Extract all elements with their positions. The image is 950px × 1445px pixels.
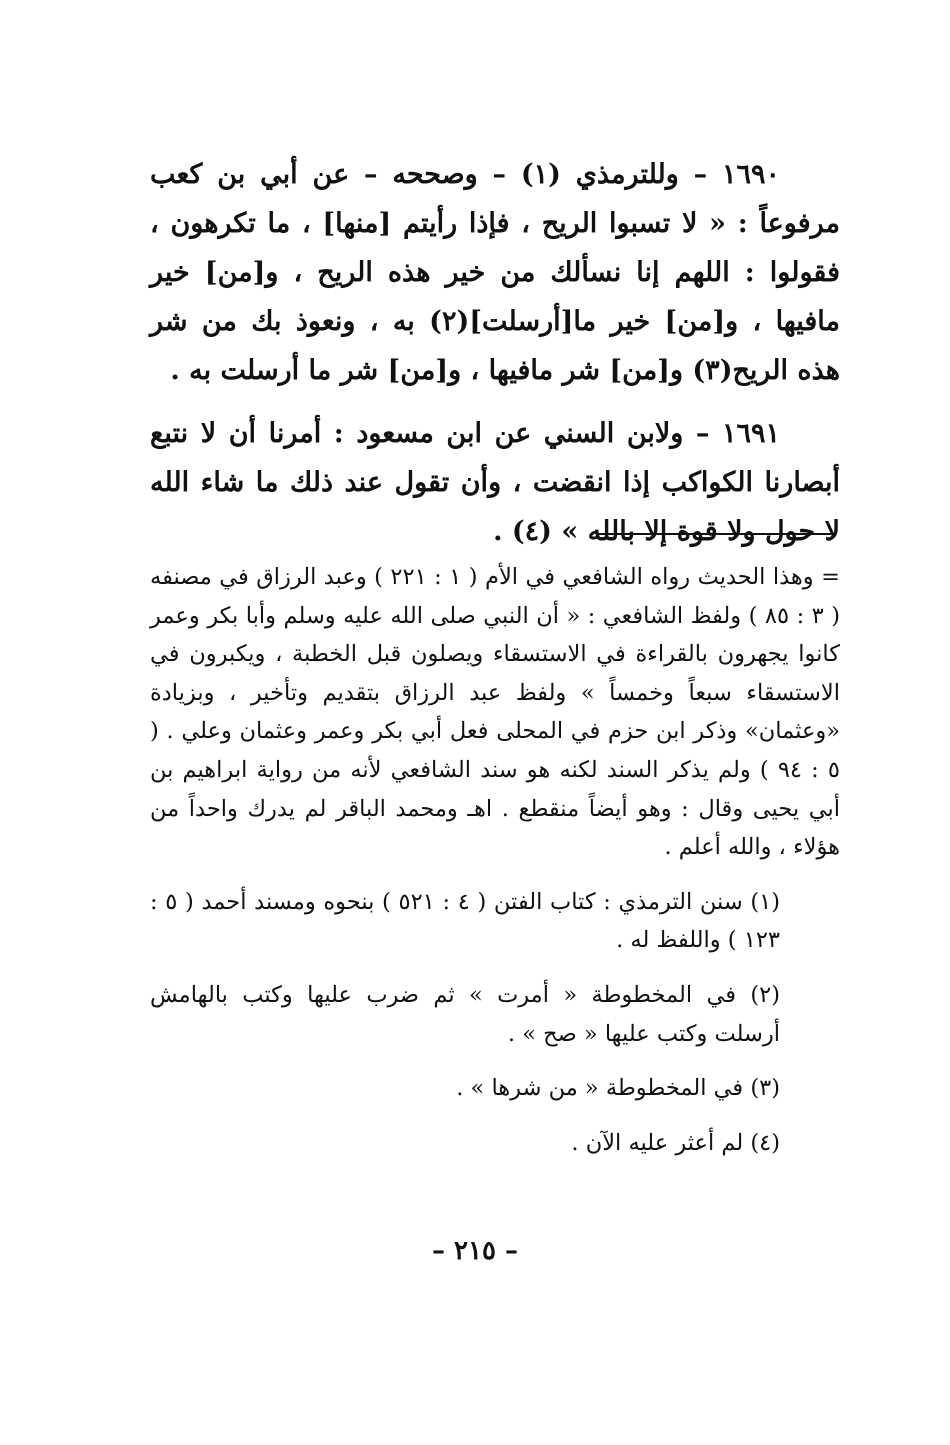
- footnote-2: (٢) في المخطوطة « أمرت » ثم ضرب عليها وكتب بالهامش أرسلت وكتب عليها « صح » .: [150, 981, 780, 1047]
- footnote-1: (١) سنن الترمذي : كتاب الفتن ( ٤ : ٥٢١ ) بنحوه ومسند أحمد ( ٥ : ١٢٣ ) واللفظ له .: [150, 888, 781, 954]
- main-text: [150, 150, 840, 570]
- footnote-separator: [598, 533, 836, 535]
- hadith-1691: ١٦٩١ – ولابن السني عن ابن مسعود : أمرنا أن لا نتبع أبصارنا الكواكب إذا انقضت ، وأن تقول عند ذلك ما شاء الله لا حول ولا قوة إلا بالله » (٤) .: [150, 418, 840, 547]
- footnotes: [150, 558, 840, 1178]
- footnote-3: (٣) في المخطوطة « من شرها » .: [456, 1075, 780, 1102]
- footnote-4: (٤) لم أعثر عليه الآن .: [571, 1129, 780, 1156]
- footnote-continuation: = وهذا الحديث رواه الشافعي في الأم ( ١ : ٢٢١ ) وعبد الرزاق في مصنفه ( ٣ : ٨٥ ) ولفظ الشافعي : « أن النبي صلى الله عليه وسلم وأبا بكر وعمر كانوا يجهرون بالقراءة في الاستسقاء ويصلون قبل الخطبة ، ويكبرون في الاستسقاء سبعاً وخمساً » ولفظ عبد الرزاق بتقديم وتأخير ، وبزيادة «وعثمان» وذكر ابن حزم في المحلى فعل أبي بكر وعمر وعثمان وعلي . ( ٥ : ٩٤ ) ولم يذكر السند لكنه هو سند الشافعي لأنه من رواية ابراهيم بن أبي يحيى وقال : وهو أيضاً منقطع . اهـ ومحمد الباقر لم يدرك واحداً من هؤلاء ، والله أعلم .: [150, 564, 841, 861]
- page-number: – ٢١٥ –: [431, 1236, 519, 1266]
- hadith-1690: ١٦٩٠ – وللترمذي (١) – وصححه – عن أبي بن كعب مرفوعاً : « لا تسبوا الريح ، فإذا رأيتم [منها] ، ما تكرهون ، فقولوا : اللهم إنا نسألك من خير هذه الريح ، و[من] خير مافيها ، و[من] خير ما[أرسلت](٢) به ، ونعوذ بك من شر هذه الريح(٣) و[من] شر مافيها ، و[من] شر ما أرسلت به .: [150, 159, 840, 386]
